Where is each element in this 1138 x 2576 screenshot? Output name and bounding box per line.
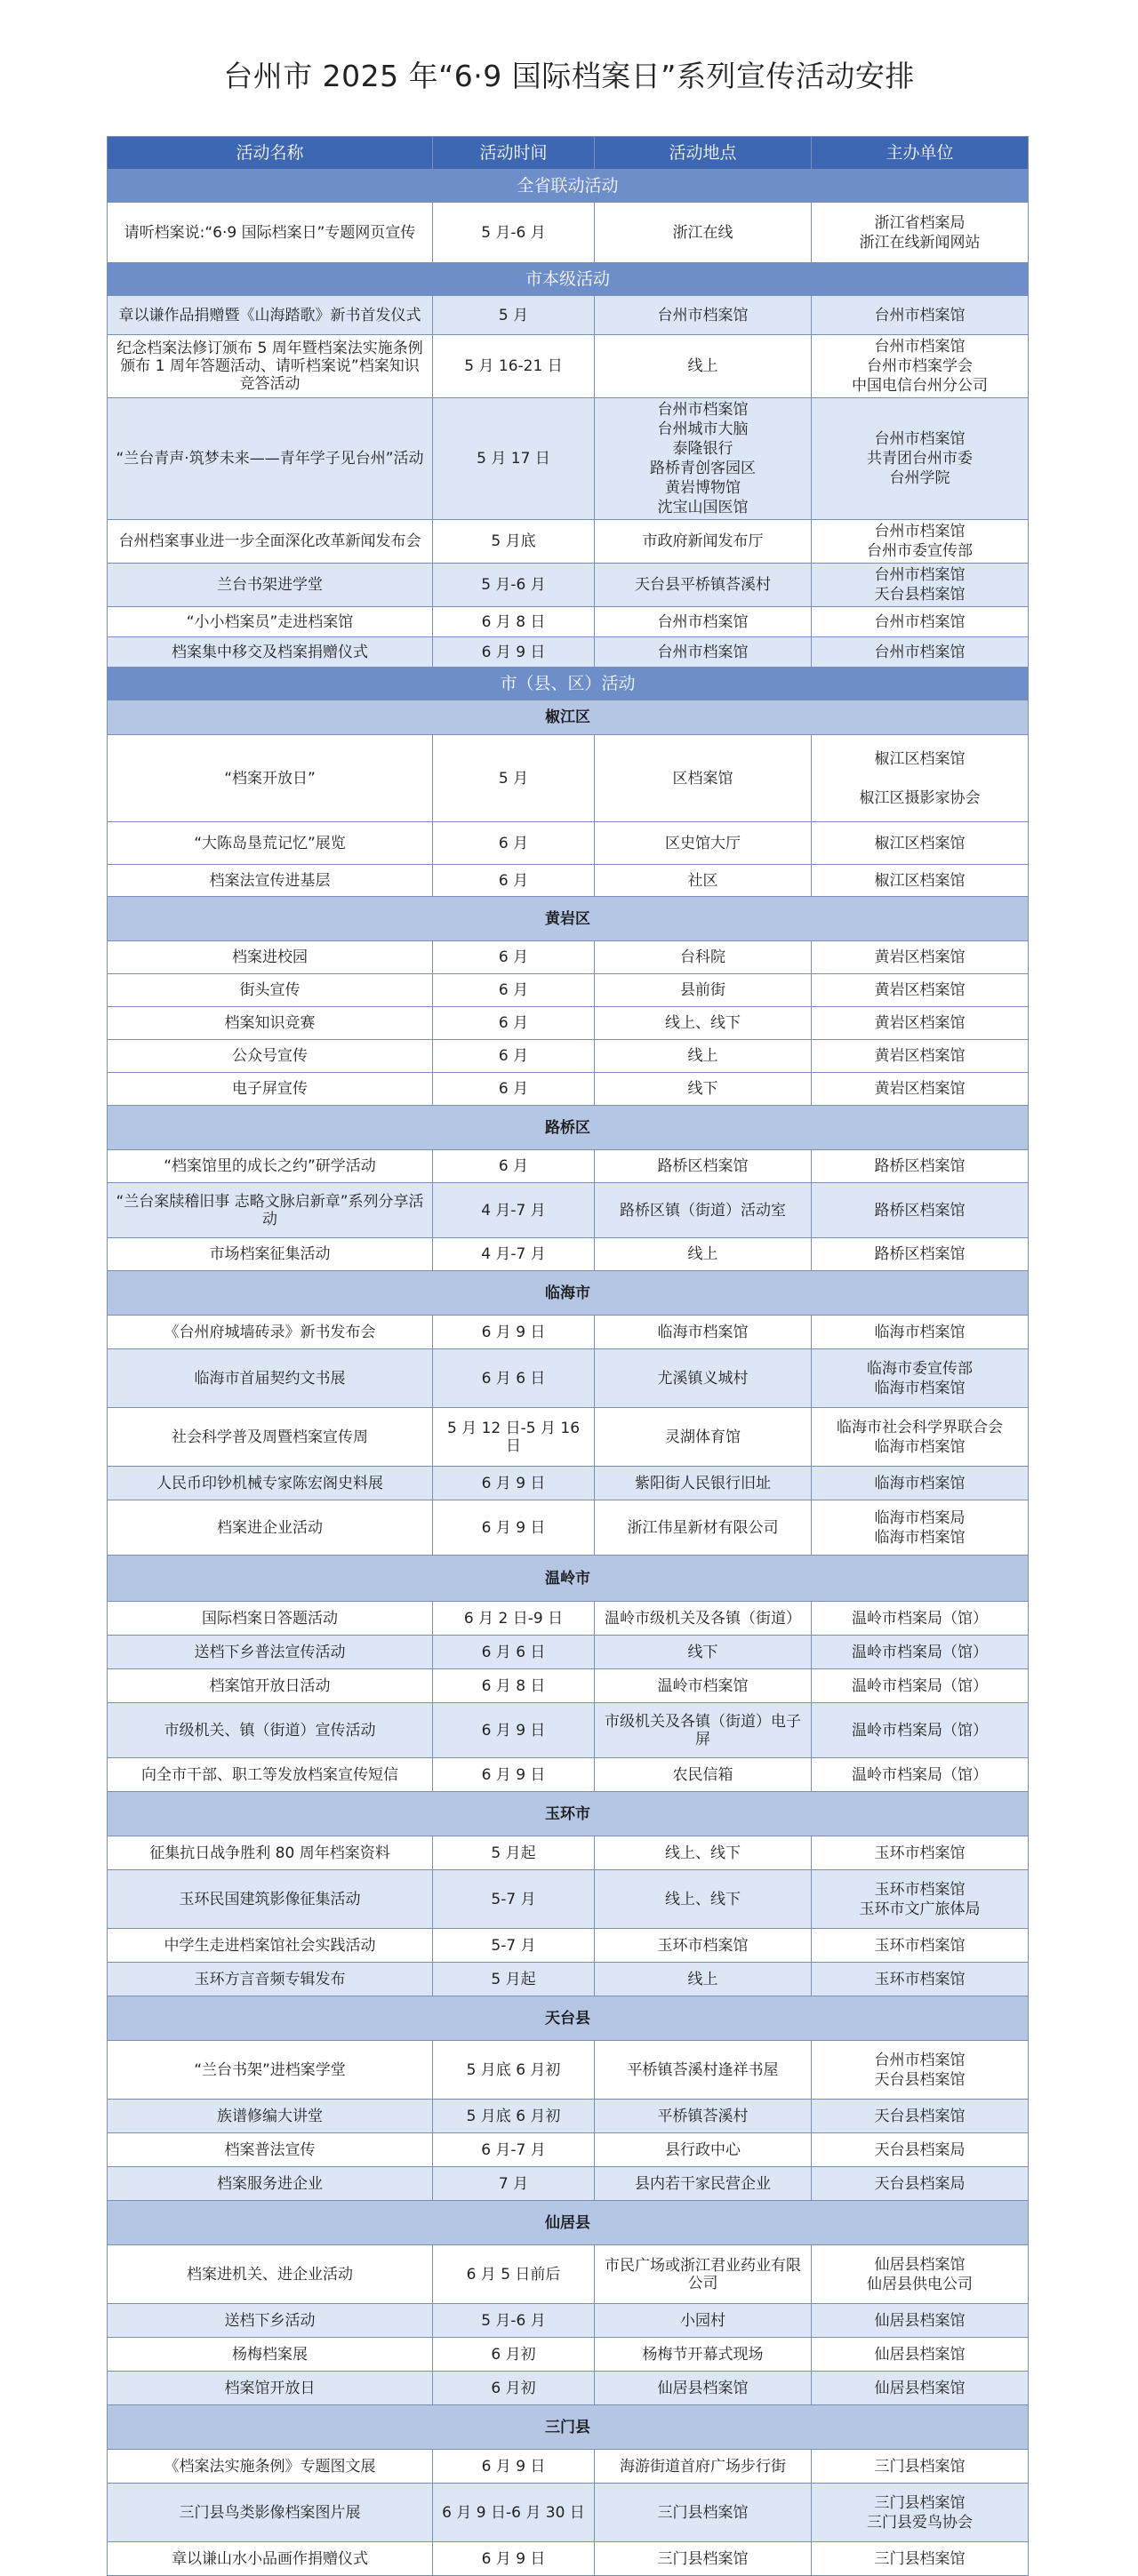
cell-line: 黄岩博物馆 — [665, 479, 741, 497]
cell-activity-name: 档案进校园 — [108, 941, 433, 974]
table-row — [108, 1602, 1029, 1636]
table-row — [108, 941, 1029, 974]
cell-activity-time: 4 月-7 月 — [433, 1238, 595, 1271]
cell-activity-name: “档案开放日” — [108, 735, 433, 822]
cell-activity-time: 6 月 — [433, 974, 595, 1007]
cell-activity-time: 5 月 12 日-5 月 16 日 — [433, 1408, 595, 1467]
table-row — [108, 2372, 1029, 2405]
cell-activity-time: 6 月 9 日 — [433, 1703, 595, 1758]
cell-activity-name: 公众号宣传 — [108, 1040, 433, 1073]
cell-activity-location: 社区 — [595, 865, 812, 897]
cell-organizer: 路桥区档案馆 — [812, 1150, 1029, 1183]
header-activity-location: 活动地点 — [595, 137, 812, 170]
table-row — [108, 1929, 1029, 1963]
cell-activity-name: 章以谦作品捐赠暨《山海踏歌》新书首发仪式 — [108, 296, 433, 335]
cell-activity-time: 6 月 — [433, 1073, 595, 1106]
district-title: 临海市 — [108, 1271, 1029, 1316]
cell-organizer: 仙居县档案馆 — [812, 2338, 1029, 2372]
table-row — [108, 1073, 1029, 1106]
cell-activity-name: 档案馆开放日 — [108, 2372, 433, 2405]
cell-activity-time: 6 月 2 日-9 日 — [433, 1602, 595, 1636]
table-header-row — [108, 137, 1029, 170]
table-row — [108, 1007, 1029, 1040]
cell-organizer: 黄岩区档案馆 — [812, 1073, 1029, 1106]
table-row — [108, 564, 1029, 607]
table-row — [108, 1669, 1029, 1703]
subsection-header-row — [108, 1792, 1029, 1836]
cell-activity-name: 向全市干部、职工等发放档案宣传短信 — [108, 1758, 433, 1792]
cell-activity-time: 6 月 — [433, 1007, 595, 1040]
table-row — [108, 1963, 1029, 1996]
cell-activity-name: 社会科学普及周暨档案宣传周 — [108, 1408, 433, 1467]
cell-organizer: 玉环市档案馆 — [812, 1963, 1029, 1996]
cell-activity-time: 6 月 — [433, 1150, 595, 1183]
cell-activity-location: 路桥区档案馆 — [595, 1150, 812, 1183]
table-row — [108, 2450, 1029, 2484]
district-title: 黄岩区 — [108, 897, 1029, 941]
cell-activity-name: 兰台书架进学堂 — [108, 564, 433, 607]
header-activity-time: 活动时间 — [433, 137, 595, 170]
cell-activity-location: 市政府新闻发布厅 — [595, 520, 812, 564]
district-title: 椒江区 — [108, 700, 1029, 735]
cell-organizer: 仙居县档案馆 — [812, 2372, 1029, 2405]
cell-activity-name: 档案普法宣传 — [108, 2133, 433, 2167]
cell-activity-location: 县内若干家民营企业 — [595, 2167, 812, 2201]
cell-organizer: 台州市档案馆 — [812, 296, 1029, 335]
subsection-header-row — [108, 1271, 1029, 1316]
cell-line: 台州市委宣传部 — [867, 542, 973, 560]
cell-organizer — [812, 335, 1029, 398]
table-row — [108, 1238, 1029, 1271]
cell-organizer: 三门县档案馆 — [812, 2542, 1029, 2576]
cell-organizer: 玉环市档案馆 — [812, 1929, 1029, 1963]
cell-activity-location: 区档案馆 — [595, 735, 812, 822]
cell-line: 三门县爱鸟协会 — [867, 2513, 973, 2532]
district-title: 天台县 — [108, 1996, 1029, 2041]
cell-activity-location: 线上 — [595, 1238, 812, 1271]
cell-activity-time: 6 月 6 日 — [433, 1636, 595, 1669]
subsection-header-row — [108, 1106, 1029, 1150]
cell-activity-location: 浙江伟星新材有限公司 — [595, 1500, 812, 1556]
cell-activity-location: 县前街 — [595, 974, 812, 1007]
table-body — [108, 170, 1029, 2576]
cell-line: 天台县档案馆 — [874, 586, 966, 604]
cell-activity-time: 5 月-6 月 — [433, 203, 595, 263]
cell-activity-location — [595, 398, 812, 520]
cell-activity-location: 平桥镇荅溪村 — [595, 2100, 812, 2133]
cell-activity-name: 档案馆开放日活动 — [108, 1669, 433, 1703]
cell-activity-location: 紫阳街人民银行旧址 — [595, 1467, 812, 1500]
cell-activity-location: 线下 — [595, 1073, 812, 1106]
cell-activity-time: 6 月 — [433, 1040, 595, 1073]
cell-activity-name: 玉环方言音频专辑发布 — [108, 1963, 433, 1996]
cell-activity-name: 临海市首届契约文书展 — [108, 1349, 433, 1408]
cell-activity-time: 6 月 — [433, 865, 595, 897]
cell-activity-time: 6 月 9 日 — [433, 2542, 595, 2576]
cell-activity-time: 6 月 8 日 — [433, 607, 595, 637]
table-row — [108, 637, 1029, 668]
cell-activity-location: 台科院 — [595, 941, 812, 974]
cell-organizer — [812, 735, 1029, 822]
cell-line: 临海市档案馆 — [874, 1437, 966, 1456]
table-row — [108, 1183, 1029, 1238]
cell-activity-time: 6 月 9 日-6 月 30 日 — [433, 2484, 595, 2542]
table-row — [108, 398, 1029, 520]
cell-activity-name: 档案进机关、进企业活动 — [108, 2245, 433, 2304]
cell-activity-name: 《档案法实施条例》专题图文展 — [108, 2450, 433, 2484]
cell-line: 临海市社会科学界联合会 — [837, 1418, 1003, 1436]
cell-organizer: 椒江区档案馆 — [812, 865, 1029, 897]
cell-activity-location: 三门县档案馆 — [595, 2484, 812, 2542]
cell-organizer: 仙居县档案馆 — [812, 2304, 1029, 2338]
section-header-row — [108, 263, 1029, 296]
cell-activity-name: 档案服务进企业 — [108, 2167, 433, 2201]
subsection-header-row — [108, 897, 1029, 941]
district-title: 温岭市 — [108, 1556, 1029, 1602]
cell-activity-name: “档案馆里的成长之约”研学活动 — [108, 1150, 433, 1183]
table-row — [108, 1636, 1029, 1669]
cell-activity-name: 国际档案日答题活动 — [108, 1602, 433, 1636]
cell-line: 台州市档案馆 — [874, 2051, 966, 2069]
cell-activity-time: 6 月-7 月 — [433, 2133, 595, 2167]
cell-organizer: 黄岩区档案馆 — [812, 941, 1029, 974]
header-organizer: 主办单位 — [812, 137, 1029, 170]
cell-activity-name: 档案知识竞赛 — [108, 1007, 433, 1040]
cell-line: 临海市档案馆 — [874, 1528, 966, 1547]
cell-organizer: 温岭市档案局（馆） — [812, 1636, 1029, 1669]
cell-activity-time: 6 月 9 日 — [433, 2450, 595, 2484]
subsection-header-row — [108, 1996, 1029, 2041]
cell-line: 台州市档案馆 — [657, 401, 749, 419]
cell-activity-location: 农民信箱 — [595, 1758, 812, 1792]
cell-activity-time: 5 月底 6 月初 — [433, 2041, 595, 2100]
cell-activity-location: 天台县平桥镇荅溪村 — [595, 564, 812, 607]
cell-activity-name: 三门县鸟类影像档案图片展 — [108, 2484, 433, 2542]
cell-activity-name: 玉环民国建筑影像征集活动 — [108, 1870, 433, 1929]
cell-activity-name: 征集抗日战争胜利 80 周年档案资料 — [108, 1836, 433, 1870]
cell-organizer: 温岭市档案局（馆） — [812, 1703, 1029, 1758]
district-title: 仙居县 — [108, 2201, 1029, 2245]
cell-activity-name: 中学生走进档案馆社会实践活动 — [108, 1929, 433, 1963]
cell-organizer: 临海市档案馆 — [812, 1316, 1029, 1349]
cell-organizer — [812, 398, 1029, 520]
cell-activity-location: 线上、线下 — [595, 1836, 812, 1870]
cell-line: 沈宝山国医馆 — [657, 499, 749, 516]
cell-line: 临海市委宣传部 — [867, 1359, 973, 1378]
cell-activity-location: 台州市档案馆 — [595, 607, 812, 637]
header-activity-name: 活动名称 — [108, 137, 433, 170]
cell-activity-location: 温岭市级机关及各镇（街道） — [595, 1602, 812, 1636]
cell-line: 中国电信台州分公司 — [852, 377, 988, 395]
cell-activity-time: 6 月 9 日 — [433, 1316, 595, 1349]
cell-activity-name: 街头宣传 — [108, 974, 433, 1007]
cell-activity-time: 6 月初 — [433, 2338, 595, 2372]
cell-activity-time: 6 月 8 日 — [433, 1669, 595, 1703]
cell-activity-time: 5 月起 — [433, 1963, 595, 1996]
table-row — [108, 1316, 1029, 1349]
cell-line: 临海市档案局 — [874, 1508, 966, 1527]
cell-activity-time: 5 月 17 日 — [433, 398, 595, 520]
cell-activity-time: 5-7 月 — [433, 1870, 595, 1929]
cell-activity-name: “兰台书架”进档案学堂 — [108, 2041, 433, 2100]
table-row — [108, 2542, 1029, 2576]
table-row — [108, 2484, 1029, 2542]
cell-organizer — [812, 1500, 1029, 1556]
table-row — [108, 2041, 1029, 2100]
cell-line — [817, 769, 1022, 788]
subsection-header-row — [108, 2405, 1029, 2450]
cell-line: 仙居县供电公司 — [867, 2275, 973, 2293]
district-title: 三门县 — [108, 2405, 1029, 2450]
subsection-header-row — [108, 700, 1029, 735]
cell-activity-location: 线上、线下 — [595, 1007, 812, 1040]
cell-activity-location: 小园村 — [595, 2304, 812, 2338]
table-row — [108, 822, 1029, 865]
cell-activity-location: 线上 — [595, 1040, 812, 1073]
cell-activity-name: 档案进企业活动 — [108, 1500, 433, 1556]
table-row — [108, 1467, 1029, 1500]
cell-activity-time: 5 月起 — [433, 1836, 595, 1870]
cell-activity-name: 档案法宣传进基层 — [108, 865, 433, 897]
cell-activity-time: 6 月 9 日 — [433, 1467, 595, 1500]
subsection-header-row — [108, 2201, 1029, 2245]
table-row — [108, 203, 1029, 263]
cell-organizer: 黄岩区档案馆 — [812, 1040, 1029, 1073]
table-row — [108, 2167, 1029, 2201]
cell-activity-location: 三门县档案馆 — [595, 2542, 812, 2576]
table-row — [108, 1500, 1029, 1556]
cell-line: 椒江区档案馆 — [874, 749, 966, 768]
table-row — [108, 865, 1029, 897]
cell-organizer — [812, 520, 1029, 564]
cell-organizer: 椒江区档案馆 — [812, 822, 1029, 865]
section-header-row — [108, 170, 1029, 203]
cell-activity-name: 台州档案事业进一步全面深化改革新闻发布会 — [108, 520, 433, 564]
cell-organizer: 天台县档案馆 — [812, 2100, 1029, 2133]
cell-activity-location: 仙居县档案馆 — [595, 2372, 812, 2405]
cell-organizer: 台州市档案馆 — [812, 607, 1029, 637]
cell-activity-name: 送档下乡活动 — [108, 2304, 433, 2338]
cell-organizer: 温岭市档案局（馆） — [812, 1669, 1029, 1703]
cell-activity-name: “大陈岛垦荒记忆”展览 — [108, 822, 433, 865]
cell-activity-location: 临海市档案馆 — [595, 1316, 812, 1349]
cell-organizer — [812, 203, 1029, 263]
cell-activity-name: 档案集中移交及档案捐赠仪式 — [108, 637, 433, 668]
table-row — [108, 974, 1029, 1007]
cell-activity-location: 海游街道首府广场步行街 — [595, 2450, 812, 2484]
cell-organizer: 玉环市档案馆 — [812, 1836, 1029, 1870]
cell-activity-time: 6 月 — [433, 941, 595, 974]
cell-line: 台州学院 — [889, 469, 950, 487]
cell-activity-name: 《台州府城墙砖录》新书发布会 — [108, 1316, 433, 1349]
cell-activity-time: 5 月底 6 月初 — [433, 2100, 595, 2133]
cell-activity-time: 6 月初 — [433, 2372, 595, 2405]
cell-activity-name: 族谱修编大讲堂 — [108, 2100, 433, 2133]
cell-organizer: 临海市档案馆 — [812, 1467, 1029, 1500]
cell-activity-name: 请听档案说:“6·9 国际档案日”专题网页宣传 — [108, 203, 433, 263]
table-row — [108, 2304, 1029, 2338]
subsection-header-row — [108, 1556, 1029, 1602]
cell-activity-name: 杨梅档案展 — [108, 2338, 433, 2372]
section-title: 市（县、区）活动 — [108, 668, 1029, 700]
section-header-row — [108, 668, 1029, 700]
cell-line: 天台县档案馆 — [874, 2070, 966, 2089]
cell-activity-time: 6 月 9 日 — [433, 1500, 595, 1556]
cell-activity-name: 人民币印钞机械专家陈宏阁史料展 — [108, 1467, 433, 1500]
cell-activity-location: 区史馆大厅 — [595, 822, 812, 865]
cell-activity-name: “兰台案牍稽旧事 志略文脉启新章”系列分享活动 — [108, 1183, 433, 1238]
cell-organizer: 路桥区档案馆 — [812, 1183, 1029, 1238]
district-title: 玉环市 — [108, 1792, 1029, 1836]
table-row — [108, 335, 1029, 398]
cell-activity-name: 市级机关、镇（街道）宣传活动 — [108, 1703, 433, 1758]
cell-line: 浙江在线新闻网站 — [859, 233, 981, 252]
table-row — [108, 1150, 1029, 1183]
cell-activity-location: 台州市档案馆 — [595, 296, 812, 335]
cell-organizer: 路桥区档案馆 — [812, 1238, 1029, 1271]
cell-line: 仙居县档案馆 — [874, 2255, 966, 2274]
cell-activity-location: 杨梅节开幕式现场 — [595, 2338, 812, 2372]
table-row — [108, 1703, 1029, 1758]
cell-activity-name: 送档下乡普法宣传活动 — [108, 1636, 433, 1669]
cell-organizer — [812, 1349, 1029, 1408]
cell-activity-time: 5 月 16-21 日 — [433, 335, 595, 398]
table-row — [108, 1040, 1029, 1073]
cell-organizer — [812, 1870, 1029, 1929]
cell-line: 玉环市档案馆 — [874, 1880, 966, 1899]
cell-activity-time: 6 月 — [433, 822, 595, 865]
cell-line: 台州市档案馆 — [874, 523, 966, 540]
cell-line: 台州市档案馆 — [874, 338, 966, 356]
cell-activity-location: 玉环市档案馆 — [595, 1929, 812, 1963]
cell-activity-time: 6 月 9 日 — [433, 637, 595, 668]
cell-organizer — [812, 2484, 1029, 2542]
cell-activity-time: 4 月-7 月 — [433, 1183, 595, 1238]
table-row — [108, 520, 1029, 564]
cell-activity-location: 尤溪镇义城村 — [595, 1349, 812, 1408]
cell-organizer: 温岭市档案局（馆） — [812, 1758, 1029, 1792]
cell-line: 共青团台州市委 — [867, 450, 973, 468]
cell-organizer: 温岭市档案局（馆） — [812, 1602, 1029, 1636]
cell-activity-location: 台州市档案馆 — [595, 637, 812, 668]
cell-activity-location: 市民广场或浙江君业药业有限公司 — [595, 2245, 812, 2304]
cell-activity-location: 温岭市档案馆 — [595, 1669, 812, 1703]
cell-organizer: 天台县档案局 — [812, 2133, 1029, 2167]
cell-activity-location: 浙江在线 — [595, 203, 812, 263]
cell-organizer: 黄岩区档案馆 — [812, 974, 1029, 1007]
cell-activity-location: 路桥区镇（街道）活动室 — [595, 1183, 812, 1238]
page-title: 台州市 2025 年“6·9 国际档案日”系列宣传活动安排 — [223, 59, 915, 93]
cell-activity-location: 市级机关及各镇（街道）电子屏 — [595, 1703, 812, 1758]
cell-line: 台州城市大脑 — [657, 420, 749, 438]
cell-line: 台州市档案学会 — [867, 357, 973, 375]
cell-activity-name: 电子屏宣传 — [108, 1073, 433, 1106]
cell-line: 椒江区摄影家协会 — [859, 788, 981, 807]
table-row — [108, 1870, 1029, 1929]
table-row — [108, 296, 1029, 335]
cell-activity-location: 平桥镇荅溪村逢祥书屋 — [595, 2041, 812, 2100]
cell-activity-time: 5 月 — [433, 296, 595, 335]
table-row — [108, 1836, 1029, 1870]
cell-organizer — [812, 564, 1029, 607]
cell-line: 三门县档案馆 — [874, 2493, 966, 2512]
table-row — [108, 2100, 1029, 2133]
cell-organizer: 天台县档案局 — [812, 2167, 1029, 2201]
district-title: 路桥区 — [108, 1106, 1029, 1150]
cell-activity-location: 灵湖体育馆 — [595, 1408, 812, 1467]
table-row — [108, 2338, 1029, 2372]
cell-activity-location: 线上 — [595, 1963, 812, 1996]
cell-activity-location: 县行政中心 — [595, 2133, 812, 2167]
cell-activity-name: 纪念档案法修订颁布 5 周年暨档案法实施条例颁布 1 周年答题活动、请听档案说”档案知识竞答活动 — [108, 335, 433, 398]
cell-line: 泰隆银行 — [672, 440, 733, 458]
table-row — [108, 2133, 1029, 2167]
cell-activity-time: 6 月 6 日 — [433, 1349, 595, 1408]
cell-activity-name: “小小档案员”走进档案馆 — [108, 607, 433, 637]
table-row — [108, 1408, 1029, 1467]
cell-organizer: 黄岩区档案馆 — [812, 1007, 1029, 1040]
cell-organizer — [812, 2041, 1029, 2100]
table-row — [108, 1349, 1029, 1408]
section-title: 市本级活动 — [108, 263, 1029, 296]
section-title: 全省联动活动 — [108, 170, 1029, 203]
cell-activity-time: 6 月 5 日前后 — [433, 2245, 595, 2304]
cell-line: 台州市档案馆 — [874, 566, 966, 584]
table-row — [108, 1758, 1029, 1792]
cell-line: 玉环市文广旅体局 — [859, 1900, 981, 1918]
table-row — [108, 607, 1029, 637]
cell-activity-time: 5 月 — [433, 735, 595, 822]
cell-organizer — [812, 1408, 1029, 1467]
cell-line: 临海市档案馆 — [874, 1379, 966, 1397]
cell-activity-location: 线下 — [595, 1636, 812, 1669]
cell-activity-location: 线上、线下 — [595, 1870, 812, 1929]
cell-activity-time: 7 月 — [433, 2167, 595, 2201]
table-row — [108, 2245, 1029, 2304]
cell-activity-time: 5 月-6 月 — [433, 564, 595, 607]
cell-organizer — [812, 2245, 1029, 2304]
cell-activity-time: 5 月底 — [433, 520, 595, 564]
cell-line: 台州市档案馆 — [874, 430, 966, 448]
cell-activity-time: 5-7 月 — [433, 1929, 595, 1963]
cell-activity-name: 市场档案征集活动 — [108, 1238, 433, 1271]
cell-line: 浙江省档案局 — [874, 213, 966, 232]
cell-activity-location: 线上 — [595, 335, 812, 398]
cell-organizer: 三门县档案馆 — [812, 2450, 1029, 2484]
cell-organizer: 台州市档案馆 — [812, 637, 1029, 668]
cell-activity-name: “兰台青声·筑梦未来——青年学子见台州”活动 — [108, 398, 433, 520]
cell-line: 路桥青创客园区 — [650, 460, 756, 477]
cell-activity-time: 6 月 9 日 — [433, 1758, 595, 1792]
cell-activity-time: 5 月-6 月 — [433, 2304, 595, 2338]
activity-table — [107, 136, 1029, 2576]
table-row — [108, 735, 1029, 822]
cell-activity-name: 章以谦山水小品画作捐赠仪式 — [108, 2542, 433, 2576]
